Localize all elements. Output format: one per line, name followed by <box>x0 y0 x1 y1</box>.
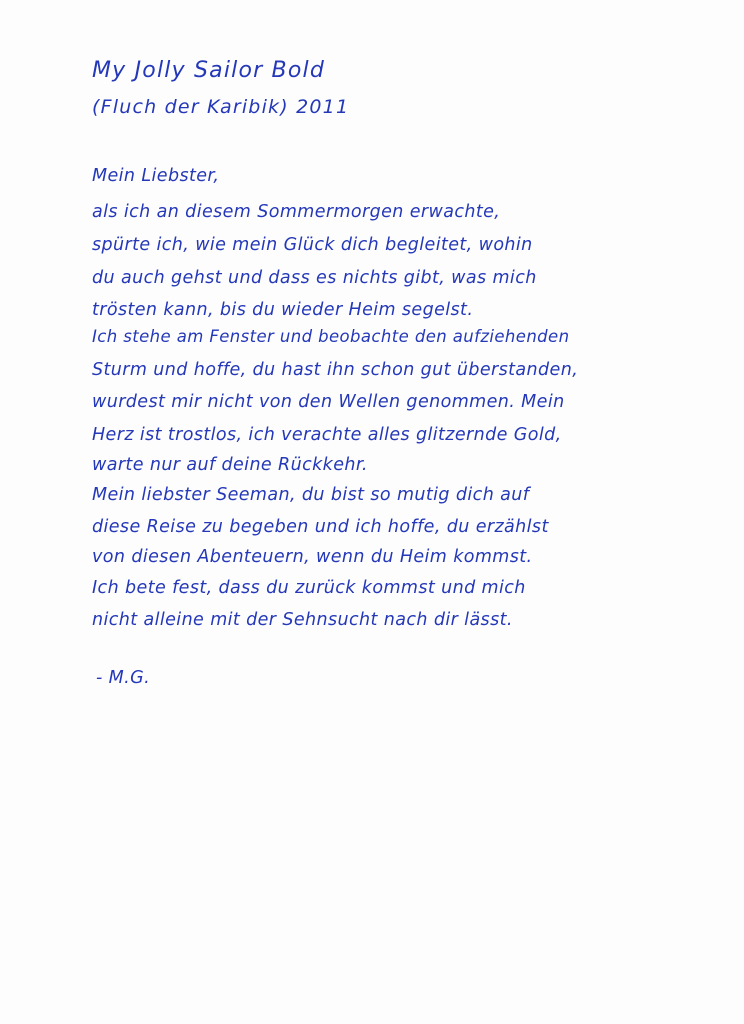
letter-greeting: Mein Liebster, <box>92 166 220 186</box>
letter-line: du auch gehst und dass es nichts gibt, was mich <box>92 268 537 288</box>
letter-line: Ich stehe am Fenster und beobachte den aufziehenden <box>92 327 570 346</box>
song-title: My Jolly Sailor Bold <box>92 58 325 83</box>
letter-line: nicht alleine mit der Sehnsucht nach dir lässt. <box>92 610 513 630</box>
letter-line: wurdest mir nicht von den Wellen genommen. Mein <box>92 392 565 412</box>
letter-line: diese Reise zu begeben und ich hoffe, du erzählst <box>92 517 549 537</box>
letter-line: trösten kann, bis du wieder Heim segelst. <box>92 300 474 320</box>
letter-line: Sturm und hoffe, du hast ihn schon gut überstanden, <box>92 360 579 380</box>
letter-line: Ich bete fest, dass du zurück kommst und mich <box>92 578 526 598</box>
song-subtitle: (Fluch der Karibik) 2011 <box>92 96 350 118</box>
letter-line: Herz ist trostlos, ich verachte alles glitzernde Gold, <box>92 425 562 445</box>
letter-line: warte nur auf deine Rückkehr. <box>92 455 368 475</box>
letter-line: Mein liebster Seeman, du bist so mutig dich auf <box>92 485 530 505</box>
letter-line: spürte ich, wie mein Glück dich begleitet, wohin <box>92 235 533 255</box>
letter-line: von diesen Abenteuern, wenn du Heim kommst. <box>92 547 533 567</box>
letter-line: als ich an diesem Sommermorgen erwachte, <box>92 202 501 222</box>
letter-signature: - M.G. <box>96 668 151 688</box>
